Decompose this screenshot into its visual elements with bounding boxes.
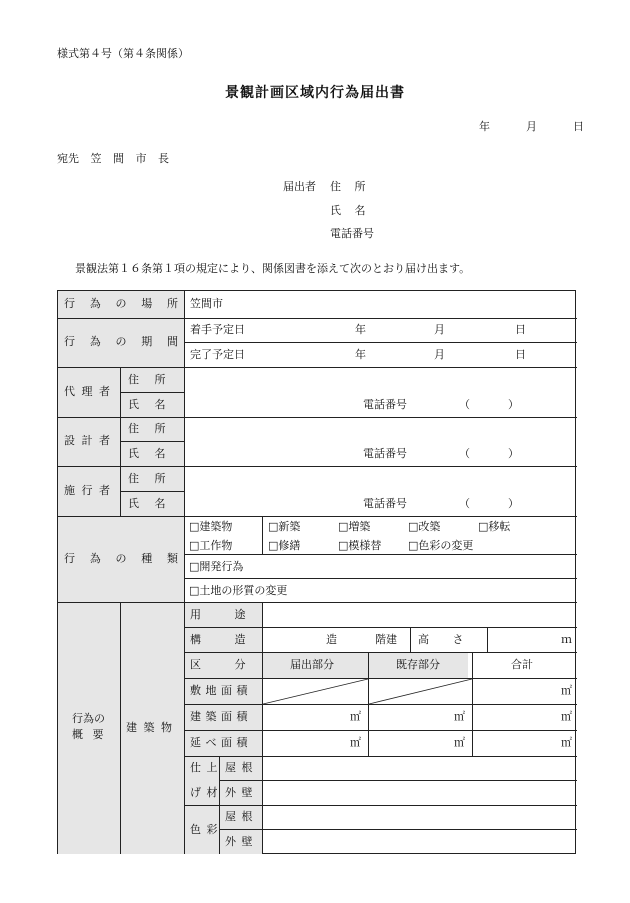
color-wall-label: 外 壁 <box>225 835 253 848</box>
finish-label-2: げ 材 <box>190 786 218 799</box>
structure-kind[interactable]: 造 <box>326 633 337 646</box>
intro-text: 景観法第１６条第１項の規定により、関係図書を添えて次のとおり届け出ます。 <box>75 262 471 275</box>
agent-phone-label: 電話番号 <box>363 398 407 411</box>
type-extension-checkbox[interactable]: □増築 <box>338 520 371 533</box>
place-value[interactable]: 笠間市 <box>190 297 223 310</box>
end-year[interactable]: 年 <box>355 348 366 361</box>
building-area-notified-unit[interactable]: ㎡ <box>350 710 361 723</box>
period-label: 行 為 の 期 間 <box>64 335 178 348</box>
type-repair-checkbox[interactable]: □修繕 <box>268 539 301 552</box>
type-new-checkbox[interactable]: □新築 <box>268 520 301 533</box>
height-unit: ｍ <box>561 633 572 646</box>
agent-phone-open: （ <box>459 398 470 411</box>
designer-phone-label: 電話番号 <box>363 447 407 460</box>
col-existing: 既存部分 <box>396 658 440 671</box>
agent-name-label: 氏 名 <box>128 398 166 411</box>
type-structure-checkbox[interactable]: □工作物 <box>189 539 233 552</box>
start-month[interactable]: 月 <box>434 323 445 336</box>
building-label: 建 築 物 <box>126 721 172 734</box>
date-month: 月 <box>526 120 537 133</box>
page-title: 景観計画区域内行為届出書 <box>225 85 405 101</box>
use-label: 用 途 <box>190 608 246 621</box>
applicant-address-label: 住 所 <box>330 180 366 193</box>
type-land-change-checkbox[interactable]: □土地の形質の変更 <box>189 584 288 597</box>
date-year: 年 <box>479 120 490 133</box>
start-day[interactable]: 日 <box>515 323 526 336</box>
type-redesign-checkbox[interactable]: □模様替 <box>338 539 382 552</box>
building-area-label: 建 築 面 積 <box>190 710 248 723</box>
type-label: 行 為 の 種 類 <box>64 552 178 565</box>
finish-label-1: 仕 上 <box>190 761 218 774</box>
type-building-checkbox[interactable]: □建築物 <box>189 520 233 533</box>
designer-phone-close: ） <box>508 447 519 460</box>
agent-label: 代 理 者 <box>64 385 110 398</box>
division-label: 区 分 <box>190 658 246 671</box>
builder-address-label: 住 所 <box>128 472 166 485</box>
start-date-label: 着手予定日 <box>190 323 245 336</box>
end-date-label: 完了予定日 <box>190 348 245 361</box>
designer-address-label: 住 所 <box>128 422 166 435</box>
floors[interactable]: 階建 <box>375 633 397 646</box>
diagonal-strike <box>369 679 472 704</box>
agent-address-label: 住 所 <box>128 373 166 386</box>
col-notified: 届出部分 <box>290 658 334 671</box>
date-day: 日 <box>573 120 584 133</box>
building-area-existing-unit[interactable]: ㎡ <box>454 710 465 723</box>
floor-area-total-unit[interactable]: ㎡ <box>561 736 572 749</box>
notification-form-table <box>57 290 576 854</box>
height-label: 高 さ <box>418 633 464 646</box>
color-label: 色 彩 <box>190 823 218 836</box>
form-number: 様式第４号（第４条関係） <box>57 47 189 60</box>
type-color-change-checkbox[interactable]: □色彩の変更 <box>408 539 474 552</box>
designer-name-label: 氏 名 <box>128 447 166 460</box>
summary-label-2: 概 要 <box>72 728 104 741</box>
applicant-name-label: 氏 名 <box>330 204 366 217</box>
builder-name-label: 氏 名 <box>128 497 166 510</box>
start-year[interactable]: 年 <box>355 323 366 336</box>
builder-phone-close: ） <box>508 497 519 510</box>
finish-wall-label: 外 壁 <box>225 786 253 799</box>
type-renovation-checkbox[interactable]: □改築 <box>408 520 441 533</box>
diagonal-strike <box>263 679 368 704</box>
addressee: 宛先 笠 間 市 長 <box>57 152 169 165</box>
builder-label: 施 行 者 <box>64 484 110 497</box>
end-day[interactable]: 日 <box>515 348 526 361</box>
summary-label-1: 行為の <box>72 712 105 725</box>
floor-area-label: 延 べ 面 積 <box>190 736 248 749</box>
col-total: 合計 <box>511 658 533 671</box>
designer-label: 設 計 者 <box>64 434 110 447</box>
color-roof-label: 屋 根 <box>225 810 253 823</box>
site-area-label: 敷 地 面 積 <box>190 684 248 697</box>
applicant-prefix: 届出者 <box>283 180 316 193</box>
finish-roof-label: 屋 根 <box>225 761 253 774</box>
site-area-total-unit[interactable]: ㎡ <box>561 684 572 697</box>
builder-phone-label: 電話番号 <box>363 497 407 510</box>
type-development-checkbox[interactable]: □開発行為 <box>189 560 244 573</box>
floor-area-existing-unit[interactable]: ㎡ <box>454 736 465 749</box>
floor-area-notified-unit[interactable]: ㎡ <box>350 736 361 749</box>
place-label: 行 為 の 場 所 <box>64 297 178 310</box>
designer-phone-open: （ <box>459 447 470 460</box>
agent-phone-close: ） <box>508 398 519 411</box>
structure-label: 構 造 <box>190 633 246 646</box>
building-area-total-unit[interactable]: ㎡ <box>561 710 572 723</box>
type-relocation-checkbox[interactable]: □移転 <box>478 520 511 533</box>
end-month[interactable]: 月 <box>434 348 445 361</box>
builder-phone-open: （ <box>459 497 470 510</box>
applicant-phone-label: 電話番号 <box>330 227 374 240</box>
